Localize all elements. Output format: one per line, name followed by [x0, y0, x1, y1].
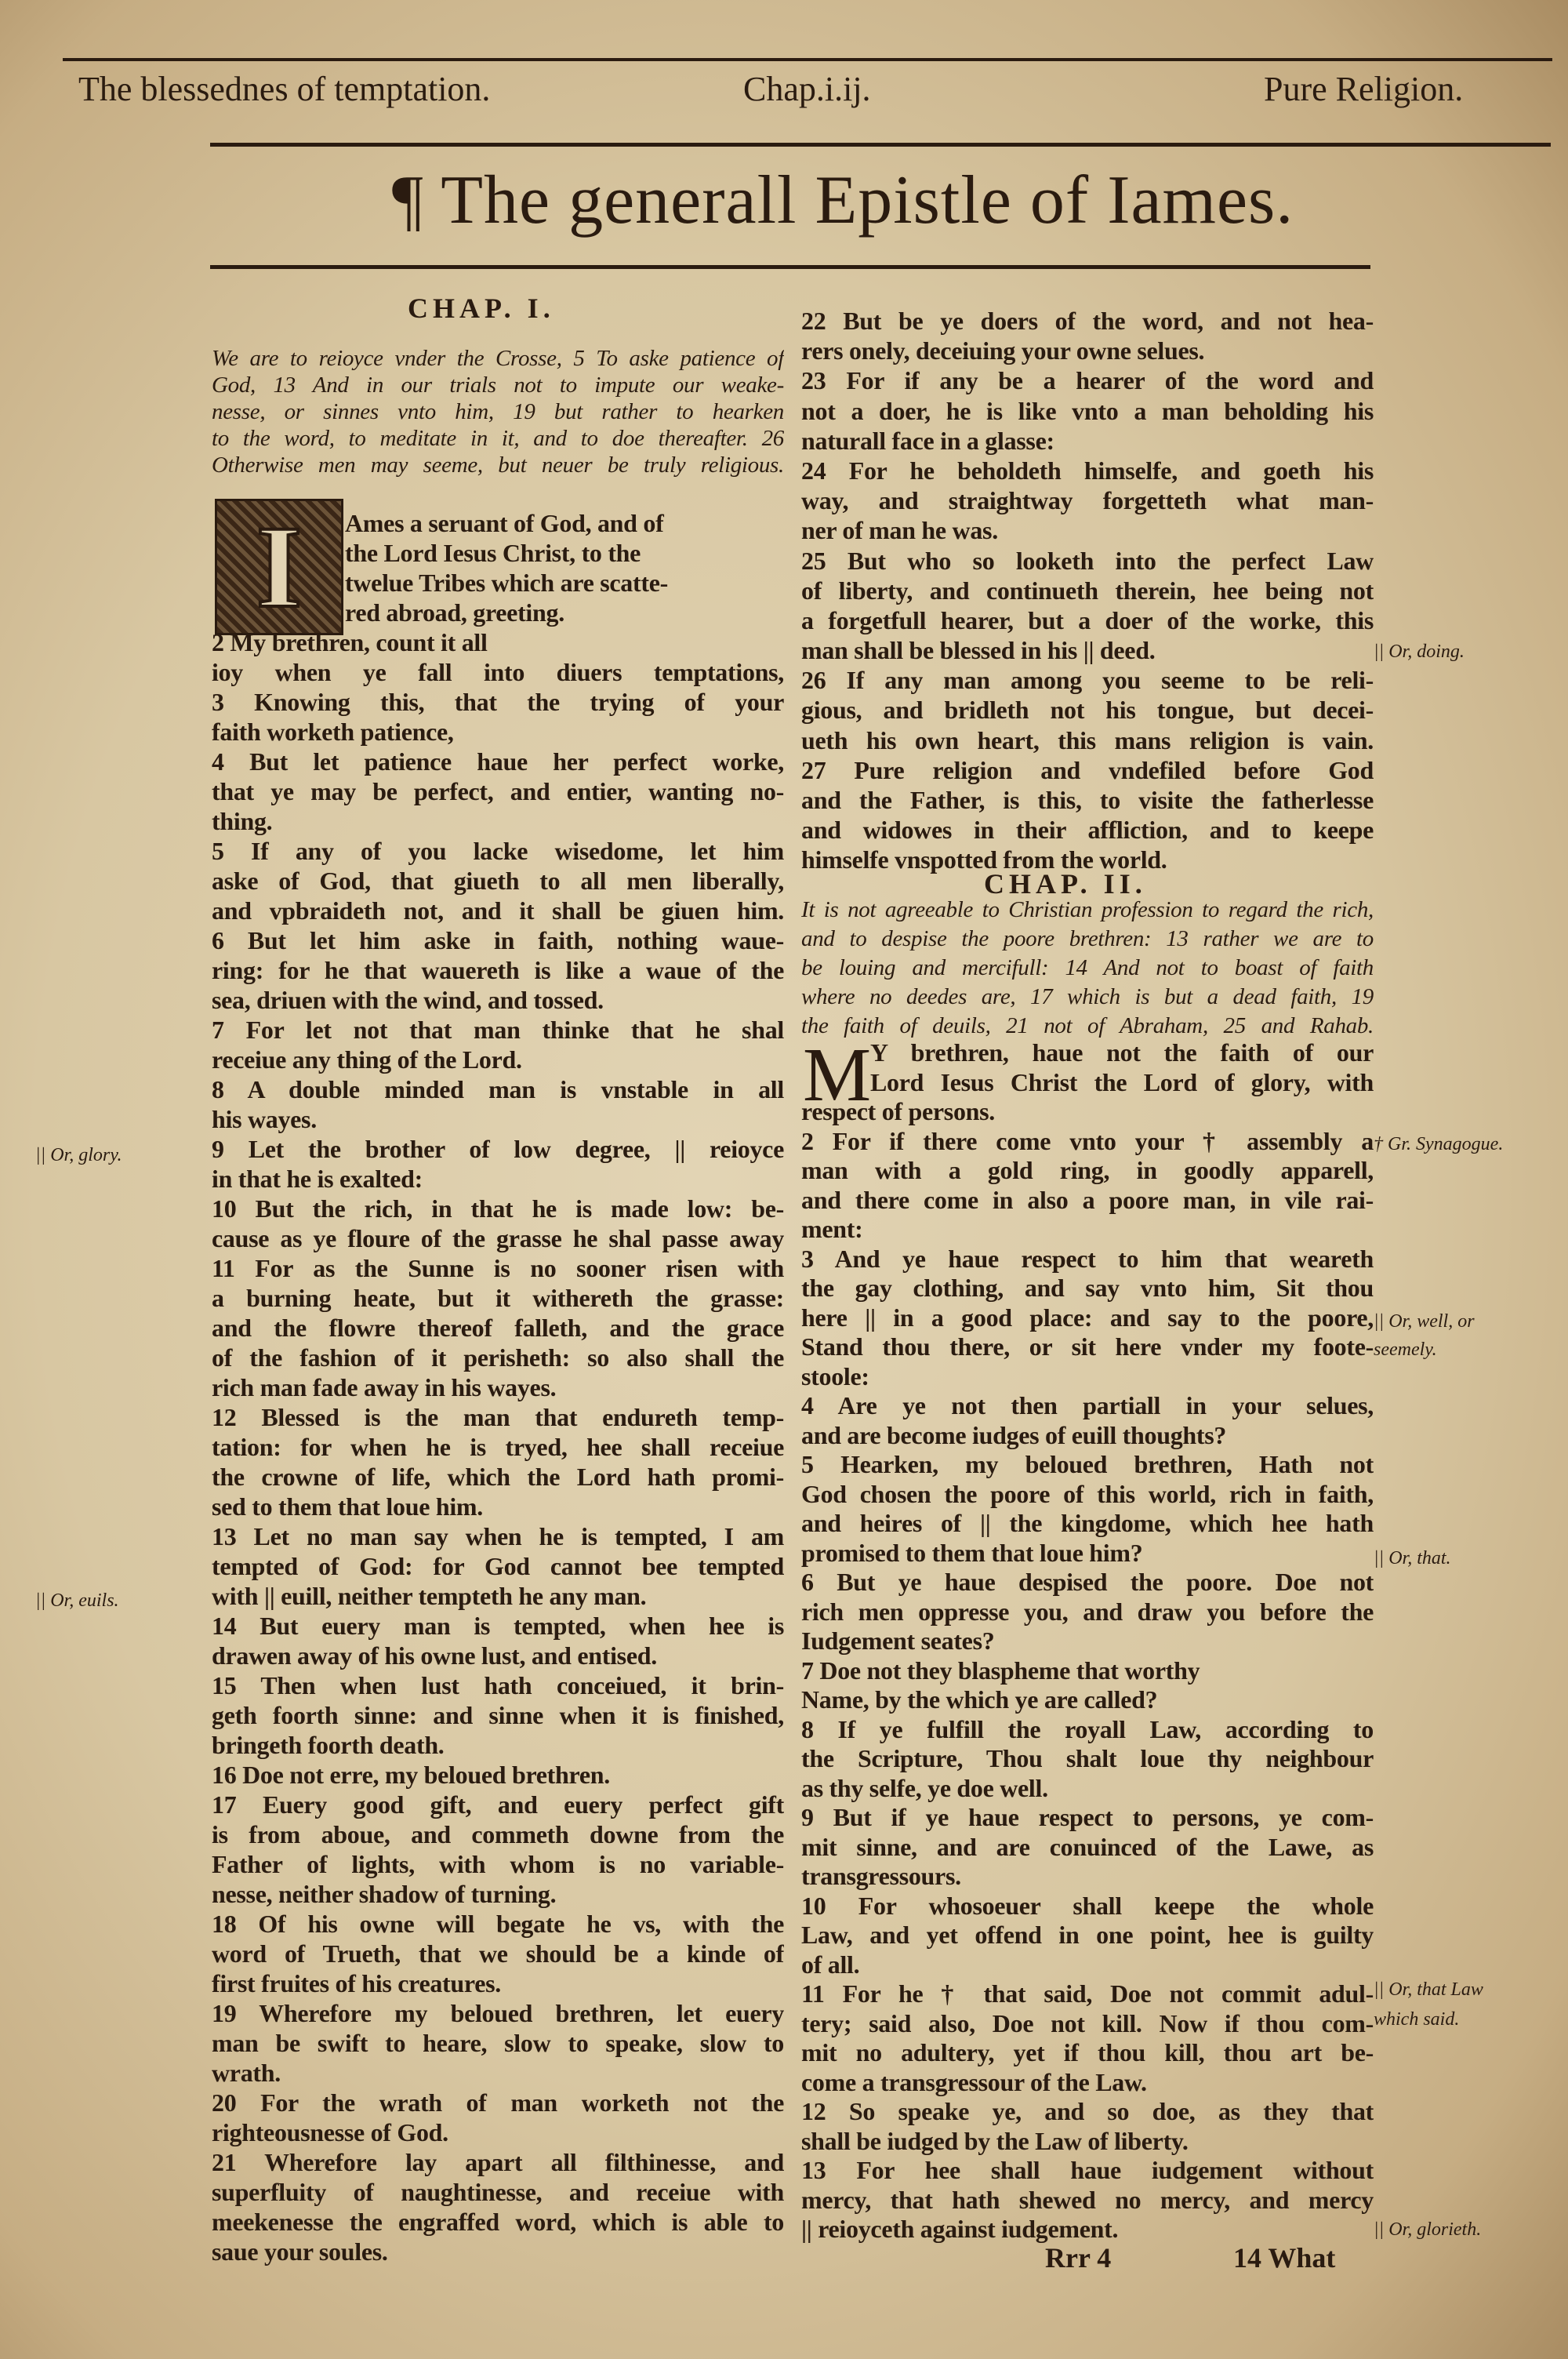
running-head-right: Pure Religion. — [1264, 70, 1464, 108]
text-line: 9 But if ye haue respect to persons, ye com- — [801, 1803, 1374, 1831]
text-line: is from aboue, and commeth downe from the — [212, 1820, 784, 1848]
text-line: rich men oppresse you, and draw you before the — [801, 1597, 1374, 1626]
text-line: sed to them that loue him. — [212, 1492, 483, 1521]
text-line: 11 For as the Sunne is no sooner risen with — [212, 1254, 784, 1282]
text-line: ueth his own heart, this mans religion is vain. — [801, 725, 1374, 754]
text-line: 13 Let no man say when he is tempted, I am — [212, 1522, 784, 1550]
text-line: red abroad, greeting. — [345, 598, 564, 627]
text-line: and the flowre thereof falleth, and the grace — [212, 1314, 784, 1342]
text-line: 10 But the rich, in that he is made low: be- — [212, 1194, 784, 1223]
text-line: 16 Doe not erre, my beloued brethren. — [212, 1761, 610, 1789]
text-line: mercy, that hath shewed no mercy, and mercy — [801, 2185, 1374, 2214]
text-line: Law, and yet offend in one point, hee is guilty — [801, 1921, 1374, 1949]
text-line: not a doer, he is like vnto a man beholding his — [801, 396, 1374, 425]
text-line: of liberty, and continueth therein, hee being not — [801, 576, 1374, 605]
text-line: promised to them that loue him? — [801, 1538, 1143, 1567]
text-line: 25 But who so looketh into the perfect Law — [801, 546, 1374, 575]
text-line: 19 Wherefore my beloued brethren, let euery — [212, 1999, 784, 2027]
text-line: 8 If ye fulfill the royall Law, according to — [801, 1714, 1374, 1743]
text-line: twelue Tribes which are scatte- — [345, 569, 668, 597]
text-line: receiue any thing of the Lord. — [212, 1045, 522, 1074]
text-line: ioy when ye fall into diuers temptations, — [212, 658, 784, 686]
text-line: with || euill, neither tempteth he any man. — [212, 1582, 647, 1610]
text-line: God, 13 And in our trials not to impute our weake- — [212, 373, 784, 398]
left-column-text — [212, 502, 784, 2266]
running-head-left: The blessednes of temptation. — [78, 70, 491, 108]
text-line: rers onely, deceiuing your owne selues. — [801, 336, 1205, 365]
text-line: that ye may be perfect, and entier, wanting no- — [212, 777, 784, 805]
text-line: cause as ye floure of the grasse he shal passe away — [212, 1224, 784, 1252]
text-line: stoole: — [801, 1361, 869, 1390]
text-line: way, and straightway forgetteth what man- — [801, 486, 1374, 515]
text-line: mit sinne, and are conuinced of the Lawe, as — [801, 1832, 1374, 1861]
text-line: geth foorth sinne: and sinne when it is finished, — [212, 1701, 784, 1729]
chapter-2-summary — [801, 896, 1374, 1041]
text-line: and widowes in their affliction, and to keepe — [801, 816, 1374, 845]
text-line: 24 For he beholdeth himselfe, and goeth his — [801, 456, 1374, 485]
text-line: the Scripture, Thou shalt loue thy neighbour — [801, 1744, 1374, 1772]
margin-note: † Gr. Synagogue. — [1374, 1134, 1504, 1154]
text-line: Otherwise men may seeme, but neuer be truly religious. — [212, 453, 784, 478]
text-line: and are become iudges of euill thoughts? — [801, 1420, 1227, 1449]
text-line: 10 For whosoeuer shall keepe the whole — [801, 1891, 1374, 1920]
running-head-center: Chap.i.ij. — [743, 70, 871, 108]
initial-letter: I — [256, 502, 303, 632]
text-line: man shall be blessed in his || deed. — [801, 636, 1156, 665]
text-line: the gay clothing, and say vnto him, Sit thou — [801, 1274, 1374, 1302]
text-line: 9 Let the brother of low degree, || reioyce — [212, 1135, 784, 1163]
text-line: 2 My brethren, count it all — [212, 628, 488, 656]
text-line: meekenesse the engraffed word, which is able to — [212, 2208, 784, 2236]
chapter-1-summary — [212, 345, 784, 478]
text-line: 15 Then when lust hath conceiued, it brin- — [212, 1671, 784, 1699]
page-title: ¶ The generall Epistle of Iames. — [392, 162, 1294, 238]
chapter-2-heading: CHAP. II. — [984, 868, 1147, 900]
margin-note: which said. — [1374, 2009, 1460, 2030]
text-line: 8 A double minded man is vnstable in all — [212, 1075, 784, 1103]
text-line: superfluity of naughtinesse, and receiue with — [212, 2178, 784, 2206]
text-line: 12 Blessed is the man that endureth temp- — [212, 1403, 784, 1431]
margin-note: || Or, that. — [1374, 1548, 1451, 1568]
text-line: Name, by the which ye are called? — [801, 1685, 1158, 1714]
text-line: man be swift to heare, slow to speake, slow to — [212, 2029, 784, 2057]
text-line: Iudgement seates? — [801, 1627, 995, 1655]
text-line: be louing and mercifull: 14 And not to boast of faith — [801, 955, 1374, 980]
text-line: || reioyceth against iudgement. — [801, 2215, 1119, 2243]
text-line: tery; said also, Doe not kill. Now if thou com- — [801, 2008, 1374, 2037]
text-line: transgressours. — [801, 1862, 961, 1890]
text-line: 5 If any of you lacke wisedome, let him — [212, 837, 784, 865]
title-rule — [210, 265, 1370, 269]
margin-note: || Or, euils. — [35, 1590, 119, 1611]
text-line: naturall face in a glasse: — [801, 426, 1054, 455]
text-line: 2 For if there come vnto your † assembly a — [801, 1126, 1374, 1155]
text-line: the crowne of life, which the Lord hath promi- — [212, 1463, 784, 1491]
text-line: 6 But ye haue despised the poore. Doe not — [801, 1568, 1374, 1596]
text-line: to the word, to meditate in it, and to doe thereafter. 26 — [212, 426, 784, 451]
text-line: as thy selfe, ye doe well. — [801, 1773, 1048, 1802]
text-line: bringeth foorth death. — [212, 1731, 445, 1759]
text-line: his wayes. — [212, 1105, 317, 1133]
text-line: himselfe vnspotted from the world. — [801, 845, 1167, 874]
text-line: in that he is exalted: — [212, 1165, 423, 1193]
chapter-1-heading: CHAP. I. — [408, 293, 555, 324]
text-line: 27 Pure religion and vndefiled before God — [801, 755, 1374, 784]
text-line: Lord Iesus Christ the Lord of glory, with — [870, 1067, 1374, 1096]
text-line: 14 But euery man is tempted, when hee is — [212, 1612, 784, 1640]
text-line: We are to reioyce vnder the Crosse, 5 To aske patience of — [212, 346, 784, 371]
text-line: word of Trueth, that we should be a kinde of — [212, 1939, 784, 1968]
text-line: It is not agreeable to Christian profession to regard the rich, — [801, 897, 1374, 922]
text-line: drawen away of his owne lust, and entised. — [212, 1641, 657, 1670]
signature-mark: Rrr 4 — [1045, 2242, 1112, 2274]
text-line: 26 If any man among you seeme to be reli- — [801, 666, 1374, 695]
text-line: righteousnesse of God. — [212, 2118, 448, 2146]
text-line: rich man fade away in his wayes. — [212, 1373, 557, 1401]
text-line: respect of persons. — [801, 1097, 996, 1125]
text-line: 4 But let patience haue her perfect worke, — [212, 747, 784, 776]
text-line: mit no adultery, yet if thou kill, thou art be- — [801, 2038, 1374, 2066]
text-line: 11 For he † that said, Doe not commit adul- — [801, 1979, 1374, 2008]
text-line: ner of man he was. — [801, 516, 998, 545]
text-line: of all. — [801, 1950, 860, 1979]
text-line: 3 And ye haue respect to him that weareth — [801, 1244, 1374, 1273]
text-line: 7 Doe not they blaspheme that worthy — [801, 1656, 1200, 1685]
text-line: 20 For the wrath of man worketh not the — [212, 2088, 784, 2117]
text-line: nesse, neither shadow of turning. — [212, 1880, 557, 1908]
text-line: ment: — [801, 1215, 863, 1243]
header-bottom-rule — [210, 143, 1551, 147]
text-line: tempted of God: for God cannot bee tempted — [212, 1552, 784, 1580]
text-line: a burning heate, but it withereth the grasse: — [212, 1284, 784, 1312]
text-line: 17 Euery good gift, and euery perfect gift — [212, 1790, 784, 1819]
text-line: of the fashion of it perisheth: so also shall the — [212, 1343, 784, 1372]
text-line: 23 For if any be a hearer of the word and — [801, 366, 1374, 395]
text-line: ring: for he that wauereth is like a waue of the — [212, 956, 784, 984]
text-line: Y brethren, haue not the faith of our — [870, 1038, 1374, 1067]
text-line: and heires of || the kingdome, which hee hath — [801, 1509, 1374, 1537]
text-line: 22 But be ye doers of the word, and not hea- — [801, 307, 1374, 335]
text-line: 5 Hearken, my beloued brethren, Hath not — [801, 1450, 1374, 1478]
text-line: Father of lights, with whom is no variable- — [212, 1850, 784, 1878]
text-line: the Lord Iesus Christ, to the — [345, 539, 641, 567]
text-line: first fruites of his creatures. — [212, 1969, 501, 1997]
margin-note: seemely. — [1374, 1339, 1437, 1360]
text-line: wrath. — [212, 2059, 281, 2087]
text-line: Stand thou there, or sit here vnder my foote- — [801, 1332, 1374, 1361]
text-line: come a transgressour of the Law. — [801, 2067, 1147, 2096]
text-line: God chosen the poore of this world, rich in faith, — [801, 1479, 1374, 1508]
text-line: 7 For let not that man thinke that he shal — [212, 1016, 784, 1044]
text-line: man with a gold ring, in goodly apparell, — [801, 1156, 1374, 1184]
text-line: a forgetfull hearer, but a doer of the worke, this — [801, 605, 1374, 634]
text-line: the faith of deuils, 21 not of Abraham, 25 and Rahab. — [801, 1013, 1374, 1038]
right-column-chapter-1-text — [801, 306, 1374, 875]
text-line: tation: for when he is tryed, hee shall receiue — [212, 1433, 784, 1461]
text-line: thing. — [212, 807, 273, 835]
text-line: gious, and bridleth not his tongue, but decei- — [801, 696, 1374, 725]
margin-note: || Or, that Law — [1374, 1979, 1483, 2000]
text-line: aske of God, that giueth to all men liberally, — [212, 867, 784, 895]
text-line: sea, driuen with the wind, and tossed. — [212, 986, 604, 1014]
text-line: faith worketh patience, — [212, 718, 454, 746]
header-top-rule — [63, 58, 1552, 61]
text-line: here || in a good place: and say to the poore, — [801, 1303, 1374, 1332]
margin-note: || Or, doing. — [1374, 642, 1465, 662]
text-line: 4 Are ye not then partiall in your selues, — [801, 1391, 1374, 1419]
text-line: 21 Wherefore lay apart all filthinesse, and — [212, 2148, 784, 2176]
text-line: and there come in also a poore man, in vile rai- — [801, 1185, 1374, 1214]
text-line: and vpbraideth not, and it shall be giuen him. — [212, 896, 784, 925]
text-line: 3 Knowing this, that the trying of your — [212, 688, 784, 716]
text-line: 13 For hee shall haue iudgement without — [801, 2156, 1374, 2184]
margin-note: || Or, glory. — [35, 1145, 122, 1165]
text-line: 18 Of his owne will begate he vs, with the — [212, 1910, 784, 1938]
catchword: 14 What — [1233, 2242, 1336, 2274]
text-line: and to despise the poore brethren: 13 rather we are to — [801, 926, 1374, 951]
chapter-2-text — [801, 1033, 1374, 2245]
text-line: Ames a seruant of God, and of — [345, 509, 664, 537]
text-line: nesse, or sinnes vnto him, 19 but rather to hearken — [212, 399, 784, 424]
text-line: 6 But let him aske in faith, nothing waue- — [212, 926, 784, 954]
text-line: saue your soules. — [212, 2237, 388, 2266]
initial-letter-m: M — [803, 1033, 872, 1118]
text-line: 12 So speake ye, and so doe, as they that — [801, 2097, 1374, 2125]
text-line: where no deedes are, 17 which is but a dead faith, 19 — [801, 984, 1374, 1009]
text-line: shall be iudged by the Law of liberty. — [801, 2126, 1189, 2155]
margin-note: || Or, well, or — [1374, 1311, 1475, 1332]
text-line: and the Father, is this, to visite the fatherlesse — [801, 786, 1374, 814]
margin-note: || Or, glorieth. — [1374, 2219, 1482, 2240]
